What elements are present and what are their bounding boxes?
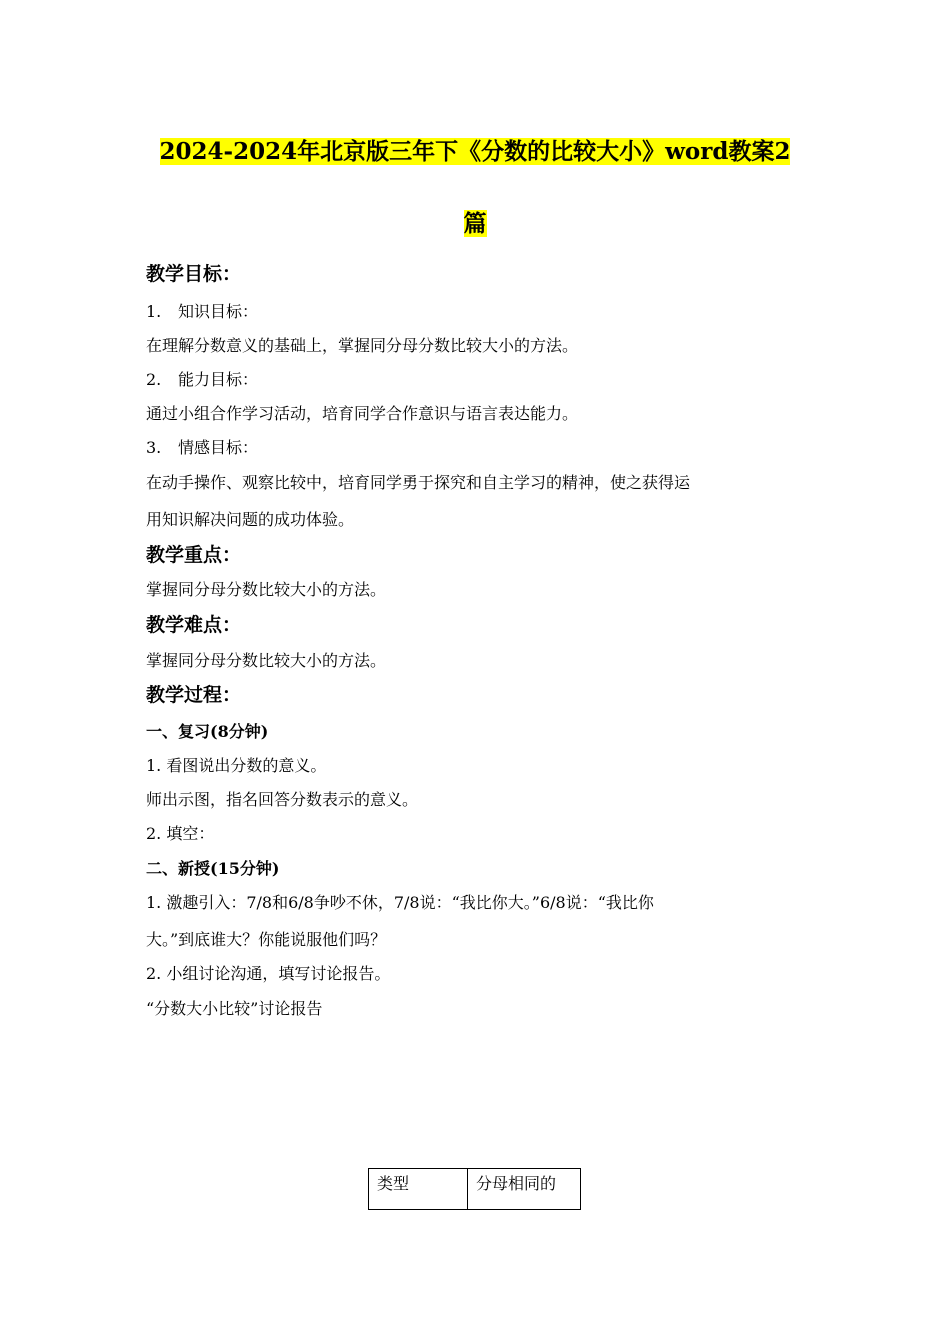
document-title-line2: 篇 <box>463 210 487 237</box>
table-cell-same-denominator: 分母相同的 <box>468 1169 581 1210</box>
objective-2-label: 2. 能力目标： <box>146 370 259 389</box>
objectives-heading: 教学目标： <box>146 263 242 285</box>
objective-3-text-line1: 在动手操作、观察比较中，培育同学勇于探究和自主学习的精神，使之获得运 <box>146 473 691 492</box>
new-lesson-item-1-line1: 1. 激趣引入：7/8和6/8争吵不休，7/8说：“我比你大。”6/8说：“我比你 <box>146 893 654 912</box>
key-points-heading: 教学重点： <box>146 544 242 566</box>
review-item-1-detail: 师出示图，指名回答分数表示的意义。 <box>146 790 419 809</box>
objective-1-text: 在理解分数意义的基础上，掌握同分母分数比较大小的方法。 <box>146 336 579 355</box>
table-row <box>369 1169 581 1210</box>
difficulty-heading: 教学难点： <box>146 614 242 636</box>
new-lesson-heading: 二、新授(15分钟) <box>146 859 280 878</box>
objective-3-text-line2: 用知识解决问题的成功体验。 <box>146 510 355 529</box>
document-title-line1: 2024-2024年北京版三年下《分数的比较大小》word教案2 <box>159 138 791 165</box>
table-cell-type: 类型 <box>369 1169 468 1210</box>
objective-1-label: 1. 知识目标： <box>146 302 259 321</box>
objective-3-label: 3. 情感目标： <box>146 438 259 457</box>
key-points-text: 掌握同分母分数比较大小的方法。 <box>146 580 387 599</box>
new-lesson-item-2: 2. 小组讨论沟通，填写讨论报告。 <box>146 964 391 983</box>
review-heading: 一、复习(8分钟) <box>146 722 269 741</box>
new-lesson-item-1-line2: 大。”到底谁大？你能说服他们吗？ <box>146 930 387 949</box>
process-heading: 教学过程： <box>146 684 242 706</box>
report-table <box>368 1168 581 1210</box>
review-item-2: 2. 填空： <box>146 824 215 843</box>
objective-2-text: 通过小组合作学习活动，培育同学合作意识与语言表达能力。 <box>146 404 579 423</box>
difficulty-text: 掌握同分母分数比较大小的方法。 <box>146 651 387 670</box>
report-title: “分数大小比较”讨论报告 <box>146 999 323 1018</box>
review-item-1: 1. 看图说出分数的意义。 <box>146 756 327 775</box>
